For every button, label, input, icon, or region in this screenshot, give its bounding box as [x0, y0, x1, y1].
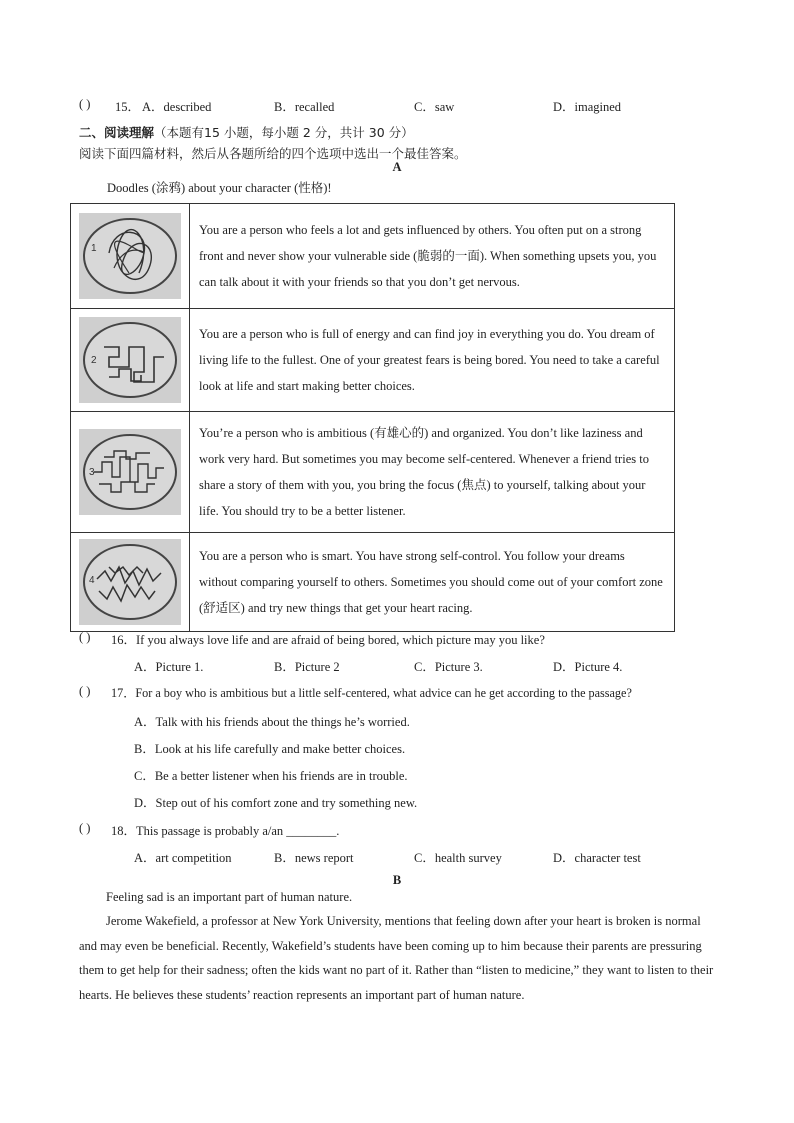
passage-b-paragraph-1: Feeling sad is an important part of human nature. [106, 890, 353, 904]
doodle-row-3 [71, 412, 675, 533]
doodle-row-4 [71, 533, 675, 632]
q16-option-b: B．Picture 2 [274, 660, 340, 674]
svg-text:3: 3 [89, 467, 95, 478]
doodle-picture-cell [71, 533, 190, 632]
doodle-picture-cell [71, 412, 190, 533]
doodle-picture-cell [71, 204, 190, 309]
q16-option-c: C．Picture 3. [414, 660, 483, 674]
q18-paren: ( ) [79, 821, 91, 835]
q18-option-c: C．health survey [414, 851, 502, 865]
q15-option-a: A．described [142, 100, 212, 114]
doodle-table [70, 203, 675, 632]
q18-option-d: D．character test [553, 851, 641, 865]
q15-option-d: D．imagined [553, 100, 622, 114]
doodle-row-2 [71, 309, 675, 412]
svg-text:2: 2 [91, 355, 97, 366]
passage-a-letter: A [392, 160, 402, 174]
doodle-description-4: You are a person who is smart. You have strong self-control. You follow your dreams without comparing yourself to others. Sometimes you should come out of your comfort zone (舒适区) and try new things that get your heart racing. [190, 533, 675, 632]
doodle-picture-cell [71, 309, 190, 412]
doodle-picture-1 [79, 213, 181, 299]
q18-option-b: B．news report [274, 851, 354, 865]
q16-paren: ( ) [79, 630, 91, 644]
doodle-picture-2 [79, 317, 181, 403]
passage-a-heading: Doodles (涂鸦) about your character (性格)! [107, 181, 332, 195]
q17-option-b: B．Look at his life carefully and make better choices. [134, 742, 406, 756]
doodle-row-1 [71, 204, 675, 309]
q17-stem: 17．For a boy who is ambitious but a little self-centered, what advice can he get according to the passage? [111, 686, 632, 700]
doodle-description-3: You’re a person who is ambitious (有雄心的) and organized. You don’t like laziness and work very hard. But sometimes you may become self-centered. Whenever a friend tries to share a story of them with you, you bring the focus (焦点) to yourself, talking about your life. You should try to be a better listener. [190, 412, 675, 533]
svg-text:1: 1 [91, 243, 97, 254]
passage-b-letter: B [392, 873, 402, 887]
q16-stem: 16．If you always love life and are afraid of being bored, which picture may you like? [111, 633, 545, 647]
doodle-description-2: You are a person who is full of energy and can find joy in everything you do. You dream of living life to the fullest. One of your greatest fears is being bored. You need to take a careful look at life and start making better choices. [190, 309, 675, 412]
q17-option-a: A．Talk with his friends about the things he’s worried. [134, 715, 410, 729]
q15-option-b: B．recalled [274, 100, 335, 114]
q16-option-a: A．Picture 1. [134, 660, 204, 674]
q18-stem: 18．This passage is probably a/an ________. [111, 824, 340, 838]
q15-option-c: C．saw [414, 100, 455, 114]
section-title: 二、阅读理解（本题有15 小题，每小题 2 分，共计 30 分） [79, 125, 414, 140]
q17-option-c: C．Be a better listener when his friends are in trouble. [134, 769, 408, 783]
q15-paren: ( ) [79, 97, 91, 111]
section-instruction: 阅读下面四篇材料，然后从各题所给的四个选项中选出一个最佳答案。 [79, 146, 467, 161]
doodle-picture-3 [79, 429, 181, 515]
passage-b-paragraph-2: Jerome Wakefield, a professor at New York University, mentions that feeling down after your heart is broken is normal and may even be beneficial. Recently, Wakefield’s students have been coming up to him because their parents are pressuring them to get help for their sadness; often the kids want no part of it. Rather than “listen to medicine,” they want to listen to their hearts. He believes these students’ reaction represents an important part of human nature. [79, 914, 714, 1002]
doodle-picture-4 [79, 539, 181, 625]
q17-paren: ( ) [79, 684, 91, 698]
q15-stem: 15． [115, 100, 141, 114]
doodle-description-1: You are a person who feels a lot and gets influenced by others. You often put on a strong front and never show your vulnerable side (脆弱的一面). When something upsets you, you can talk about it with your friends so that you don’t get nervous. [190, 204, 675, 309]
q16-option-d: D．Picture 4. [553, 660, 623, 674]
q18-option-a: A．art competition [134, 851, 232, 865]
q17-option-d: D．Step out of his comfort zone and try something new. [134, 796, 418, 810]
svg-text:4: 4 [89, 575, 95, 586]
